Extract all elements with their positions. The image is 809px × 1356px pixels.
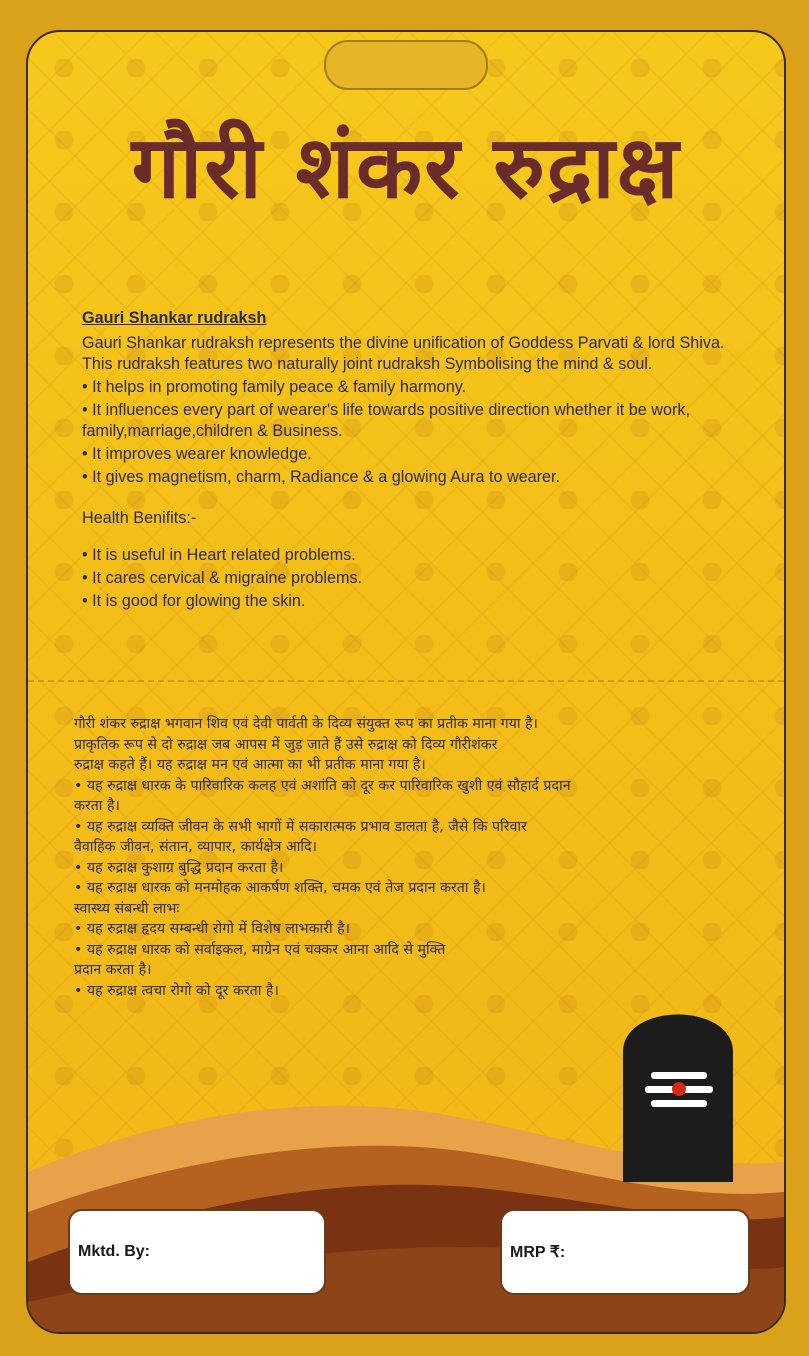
hindi-line: • यह रुद्राक्ष हृदय सम्बन्धी रोगो में विशेष लाभकारी है। xyxy=(74,921,351,937)
english-description xyxy=(82,308,772,614)
benefit-2: • It influences every part of wearer's life towards positive direction whether it be work, family,marriage,children & Business. xyxy=(82,401,690,440)
health-2: • It cares cervical & migraine problems. xyxy=(82,569,363,588)
mrp-label: MRP ₹: xyxy=(510,1244,566,1261)
intro-line-1: Gauri Shankar rudraksh represents the divine unification of Goddess Parvati & lord Shiva. xyxy=(82,334,725,352)
hindi-line: प्रदान करता है। xyxy=(74,962,152,978)
hindi-line: • यह रुद्राक्ष धारक को सर्वाइकल, माग्रेन एवं चक्कर आना आदि से मुक्ति xyxy=(74,941,446,958)
health-3: • It is good for glowing the skin. xyxy=(82,592,306,611)
health-1: • It is useful in Heart related problems. xyxy=(82,546,356,565)
hindi-line: • यह रुद्राक्ष धारक को मनमोहक आकर्षण शक्ति, चमक एवं तेज प्रदान करता है। xyxy=(74,880,486,896)
health-heading: Health Benifits:- xyxy=(82,509,197,527)
hang-hole xyxy=(324,40,488,90)
hindi-line: प्राकृतिक रूप से दो रुद्राक्ष जब आपस में जुड़ जाते हैं उसे रुद्राक्ष को दिव्य गौरीशंकर xyxy=(74,736,498,753)
hindi-line: • यह रुद्राक्ष व्यक्ति जीवन के सभी भागों में सकारात्मक प्रभाव डालता है, जैसे कि परिवार xyxy=(74,818,527,835)
hindi-line: • यह रुद्राक्ष त्वचा रोगो को दूर करता है। xyxy=(74,982,279,999)
benefit-1: • It helps in promoting family peace & family harmony. xyxy=(82,378,467,396)
hindi-line: करता है। xyxy=(74,798,120,814)
hindi-line: गौरी शंकर रुद्राक्ष भगवान शिव एवं देवी पार्वती के दिव्य संयुक्त रूप का प्रतीक माना गया है। xyxy=(74,716,538,732)
benefit-4: • It gives magnetism, charm, Radiance & a glowing Aura to wearer. xyxy=(82,468,561,486)
benefit-3: • It improves wearer knowledge. xyxy=(82,445,312,463)
product-title: गौरी शंकर रुद्राक्ष xyxy=(131,118,681,218)
marketed-by-box xyxy=(68,1209,326,1295)
hindi-line: रुद्राक्ष कहते हैं। यह रुद्राक्ष मन एवं आत्मा का भी प्रतीक माना गया है। xyxy=(74,757,426,773)
hindi-line: स्वास्थ्य संबन्धी लाभः xyxy=(74,900,180,917)
fold-line xyxy=(28,680,784,682)
intro-line-2: This rudraksh features two naturally joint rudraksh Symbolising the mind & soul. xyxy=(82,355,653,373)
shivling-icon xyxy=(603,982,753,1192)
hindi-line: • यह रुद्राक्ष धारक के पारिवारिक कलह एवं अशांति को दूर कर पारिवारिक खुशी एवं सौहार्द प्रदान xyxy=(74,777,571,794)
hindi-line: वैवाहिक जीवन, संतान, व्यापार, कार्यक्षेत्र आदि। xyxy=(74,839,318,855)
mrp-box xyxy=(500,1209,750,1295)
hindi-line: • यह रुद्राक्ष कुशाग्र बुद्धि प्रदान करता है। xyxy=(74,859,284,876)
marketed-by-label: Mktd. By: xyxy=(78,1243,150,1260)
card-backing xyxy=(26,30,786,1334)
english-heading: Gauri Shankar rudraksh xyxy=(82,309,267,327)
hindi-description xyxy=(74,714,774,1001)
